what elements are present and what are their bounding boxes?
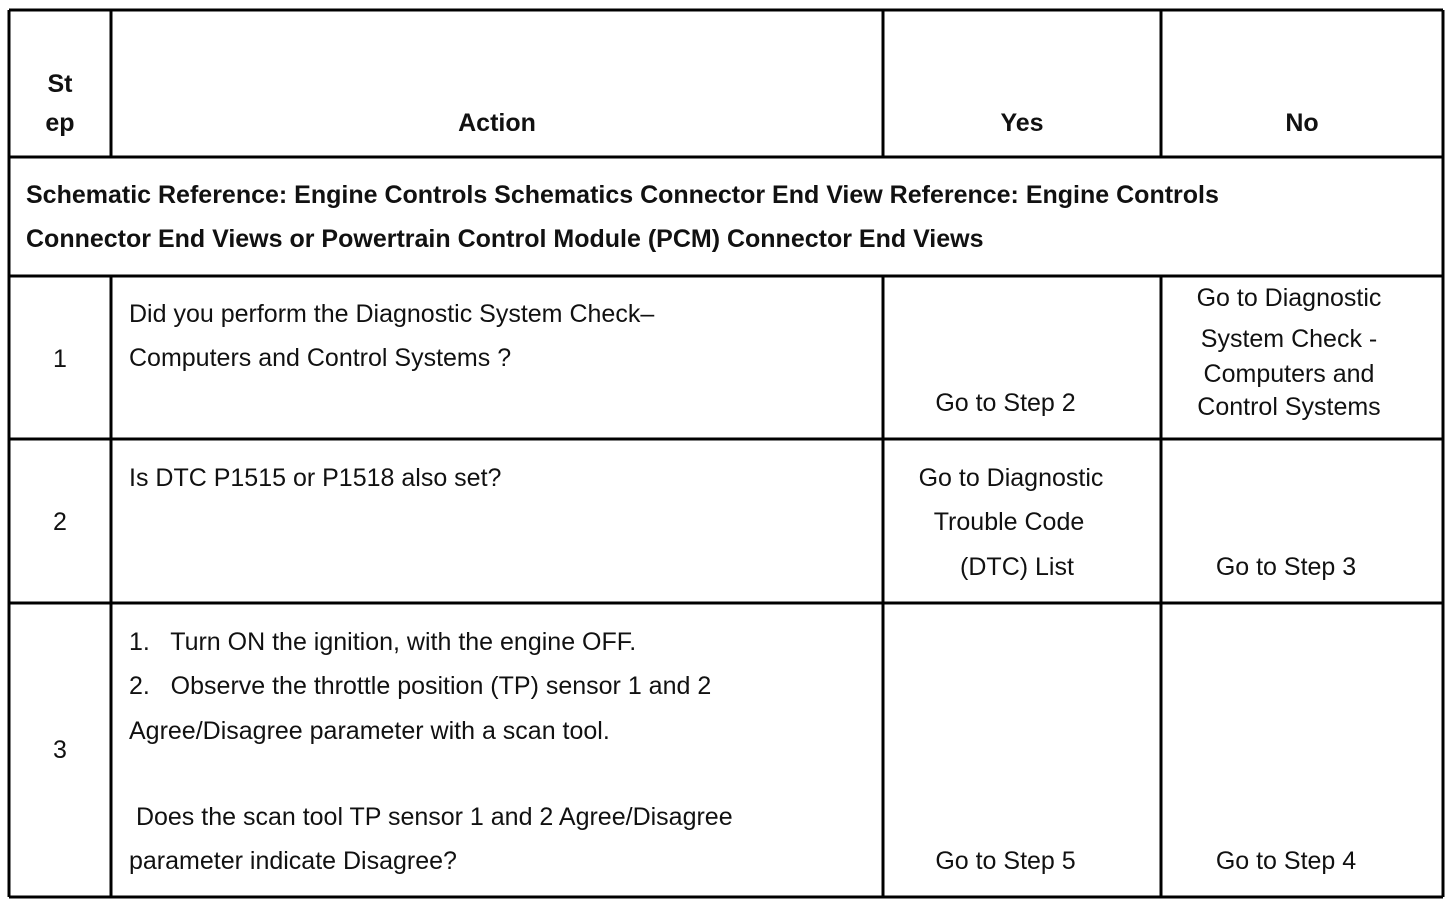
action-text: Did you perform the Diagnostic System Check– [129, 300, 655, 328]
action-text: 1. Turn ON the ignition, with the engine OFF. [129, 628, 637, 656]
action-text: parameter indicate Disagree? [129, 847, 457, 875]
step-number: 1 [53, 345, 67, 373]
header-step-line1: St [47, 70, 73, 98]
header-yes: Yes [1000, 109, 1044, 137]
no-outcome: Go to Diagnostic [1196, 284, 1382, 312]
action-text: Is DTC P1515 or P1518 also set? [129, 464, 502, 492]
no-outcome: Go to Step 3 [1215, 553, 1357, 581]
reference-line2: Connector End Views or Powertrain Control Module (PCM) Connector End Views [26, 225, 984, 253]
no-outcome: Computers and [1203, 360, 1375, 388]
no-outcome: Control Systems [1197, 393, 1381, 421]
action-text: Computers and Control Systems ? [129, 344, 512, 372]
yes-outcome: Go to Step 5 [935, 847, 1076, 875]
yes-outcome: Go to Diagnostic [918, 464, 1104, 492]
header-step-line2: ep [45, 109, 75, 137]
step-number: 2 [53, 508, 67, 536]
no-outcome: Go to Step 4 [1215, 847, 1357, 875]
action-text: 2. Observe the throttle position (TP) sensor 1 and 2 [129, 672, 712, 700]
no-outcome: System Check - [1200, 325, 1378, 353]
step-number: 3 [53, 736, 67, 764]
reference-line1: Schematic Reference: Engine Controls Schematics Connector End View Reference: Engine Controls [26, 181, 1219, 209]
header-no: No [1285, 109, 1319, 137]
action-text: Does the scan tool TP sensor 1 and 2 Agree/Disagree [129, 803, 733, 831]
header-action: Action [458, 109, 536, 137]
yes-outcome: (DTC) List [960, 553, 1074, 581]
action-text: Agree/Disagree parameter with a scan tool. [129, 717, 610, 745]
yes-outcome: Go to Step 2 [935, 389, 1076, 417]
yes-outcome: Trouble Code [933, 508, 1085, 536]
